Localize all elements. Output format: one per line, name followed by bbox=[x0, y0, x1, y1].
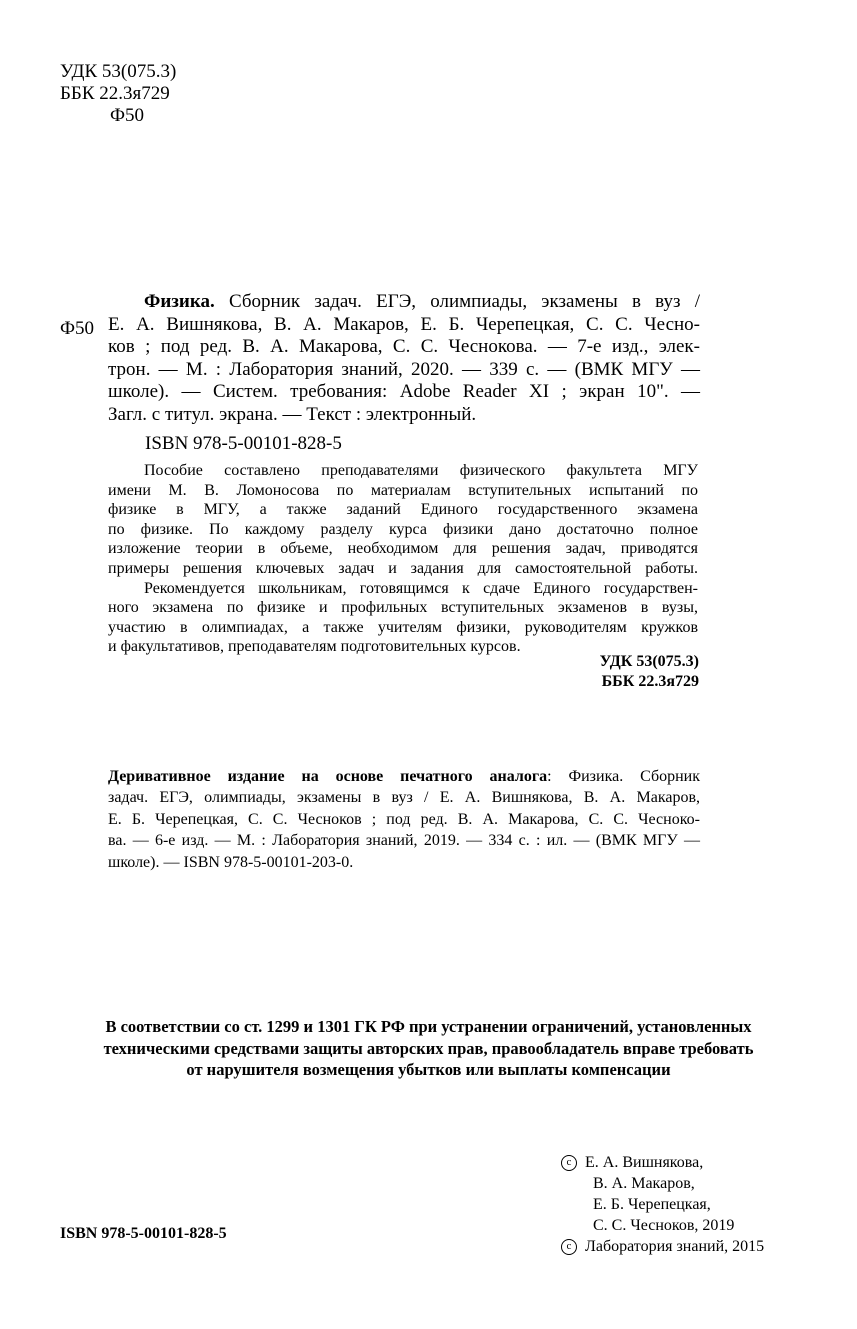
annotation-line: примеры решения ключевых задач и задания для самостоятельной работы. bbox=[108, 559, 698, 577]
biblio-line-last: Загл. с титул. экрана. — Текст : электронный. bbox=[108, 403, 477, 425]
derivative-lead: Деривативное издание на основе печатного аналога bbox=[108, 768, 548, 785]
annotation-line: по физике. По каждому разделу курса физики дано достаточно полное bbox=[108, 520, 698, 538]
copyright-block bbox=[561, 1152, 764, 1257]
annotation-line: изложение теории в объеме, необходимом для решения задач, приводятся bbox=[108, 540, 698, 558]
annotation bbox=[108, 461, 698, 657]
annotation-line: ного экзамена по физике и профильных вступительных экзаменов в вузы, bbox=[108, 599, 698, 617]
copyright-author: Е. А. Вишнякова, bbox=[585, 1154, 704, 1171]
annotation-line: Рекомендуется школьникам, готовящимся к сдаче Единого государствен- bbox=[144, 579, 698, 597]
biblio-line: Е. А. Вишнякова, В. А. Макаров, Е. Б. Черепецкая, С. С. Чесно- bbox=[108, 313, 700, 335]
biblio-line: школе). — Систем. требования: Adobe Reader XI ; экран 10". — bbox=[108, 381, 700, 403]
derivative-line-last: школе). — ISBN 978-5-00101-203-0. bbox=[108, 853, 354, 871]
copyright-icon: c bbox=[561, 1155, 577, 1171]
legal-notice bbox=[55, 1016, 802, 1081]
annotation-line: имени М. В. Ломоносова по материалам вступительных испытаний по bbox=[108, 481, 698, 499]
author-sign: Ф50 bbox=[110, 105, 145, 126]
copyright-icon: c bbox=[561, 1239, 577, 1255]
copyright-row bbox=[561, 1236, 764, 1257]
legal-line: от нарушителя возмещения убытков или выплаты компенсации bbox=[186, 1060, 671, 1080]
isbn-main: ISBN 978-5-00101-828-5 bbox=[145, 433, 342, 454]
udk-code: УДК 53(075.3) bbox=[60, 61, 177, 82]
derivative-line: ва. — 6-е изд. — М. : Лаборатория знаний, 2019. — 334 с. : ил. — (ВМК МГУ — bbox=[108, 832, 700, 850]
derivative-edition bbox=[108, 766, 700, 873]
book-title: Физика. bbox=[144, 291, 215, 312]
classification-top bbox=[60, 61, 176, 127]
annotation-line: Пособие составлено преподавателями физического факультета МГУ bbox=[144, 462, 698, 479]
legal-line: В соответствии со ст. 1299 и 1301 ГК РФ при устранении ограничений, установленных bbox=[105, 1017, 752, 1036]
derivative-line-1: Деривативное издание на основе печатного аналога: Физика. Сборник bbox=[108, 768, 701, 785]
copyright-author: Е. Б. Черепецкая, bbox=[593, 1196, 711, 1213]
bbk-code-bold: ББК 22.3я729 bbox=[601, 673, 699, 690]
annotation-line: участию в олимпиадах, а также учителям физики, руководителям кружков bbox=[108, 618, 698, 636]
copyright-row bbox=[561, 1152, 764, 1173]
copyright-author: В. А. Макаров, bbox=[593, 1175, 695, 1192]
udk-code-bold: УДК 53(075.3) bbox=[599, 653, 699, 670]
copyright-publisher: Лаборатория знаний, 2015 bbox=[585, 1238, 765, 1255]
derivative-line: задач. ЕГЭ, олимпиады, экзамены в вуз / Е. А. Вишнякова, В. А. Макаров, bbox=[108, 789, 700, 807]
classification-bold bbox=[600, 652, 699, 692]
author-sign-left: Ф50 bbox=[60, 318, 95, 339]
biblio-line: ков ; под ред. В. А. Макарова, С. С. Чеснокова. — 7-е изд., элек- bbox=[108, 336, 700, 358]
annotation-line: физике в МГУ, а также заданий Единого государственного экзамена bbox=[108, 501, 698, 519]
biblio-line: трон. — М. : Лаборатория знаний, 2020. — 339 с. — (ВМК МГУ — bbox=[108, 358, 700, 380]
biblio-line-1: Физика. Сборник задач. ЕГЭ, олимпиады, экзамены в вуз / bbox=[144, 291, 700, 312]
annotation-line-last: и факультативов, преподавателям подготовительных курсов. bbox=[108, 638, 521, 656]
bibliographic-record bbox=[108, 291, 700, 427]
derivative-line: Е. Б. Черепецкая, С. С. Чесноков ; под ред. В. А. Макарова, С. С. Чесноко- bbox=[108, 810, 700, 828]
copyright-author: С. С. Чесноков, 2019 bbox=[593, 1217, 735, 1234]
bbk-code: ББК 22.3я729 bbox=[60, 83, 170, 104]
isbn-bottom: ISBN 978-5-00101-828-5 bbox=[60, 1225, 227, 1242]
legal-line: техническими средствами защиты авторских прав, правообладатель вправе требовать bbox=[103, 1038, 754, 1058]
